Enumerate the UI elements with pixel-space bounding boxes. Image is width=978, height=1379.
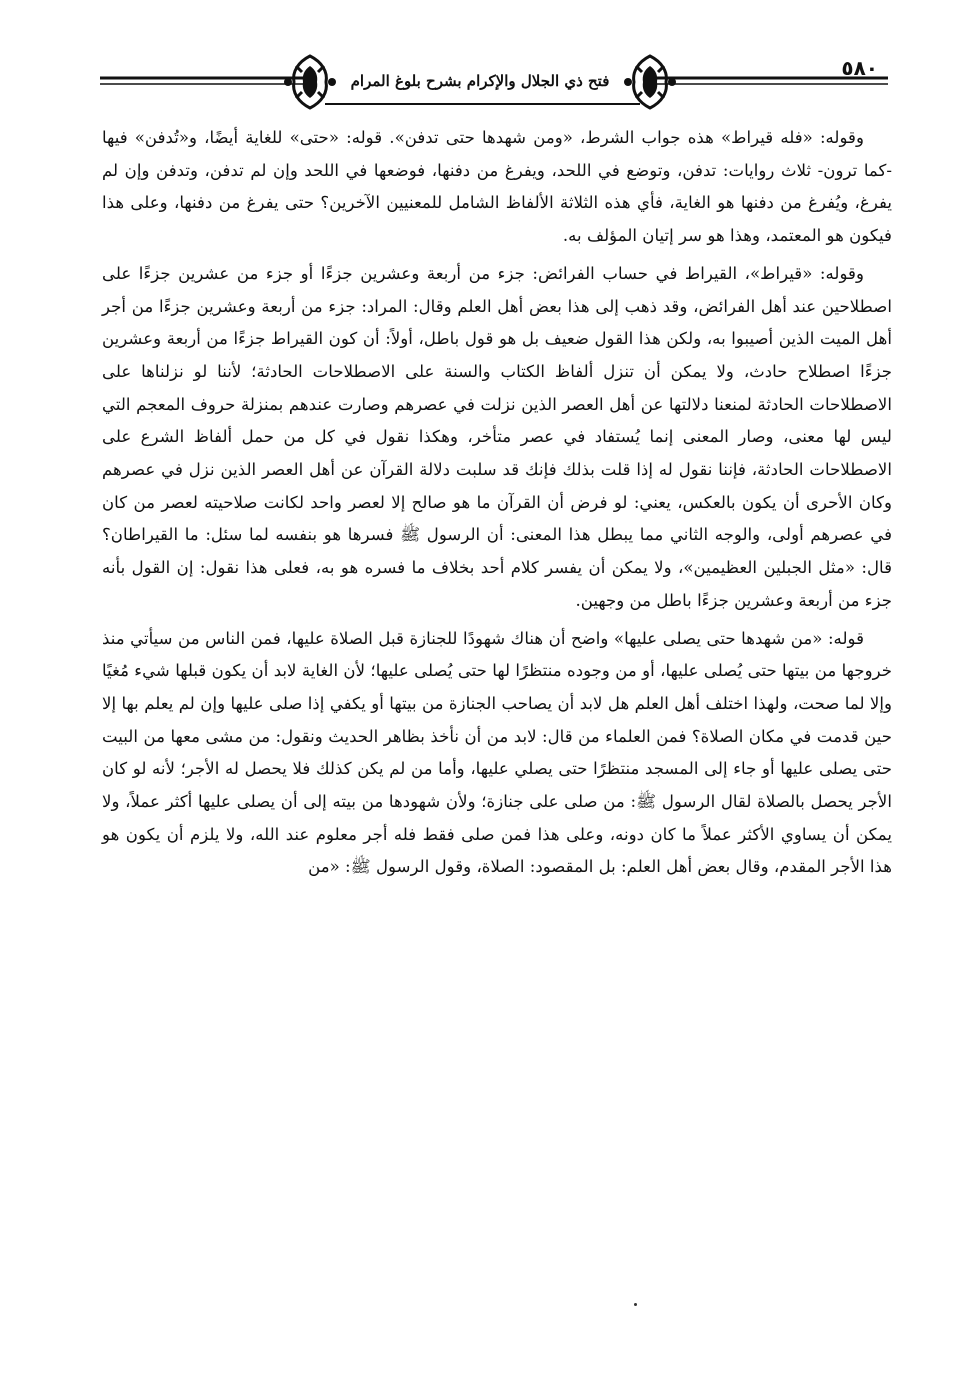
right-ornament-icon xyxy=(624,56,676,108)
page-header xyxy=(100,50,888,112)
ink-dot xyxy=(634,1303,637,1306)
paragraph: وقوله: «فله قيراط» هذه جواب الشرط، «ومن شهدها حتى تدفن». قوله: «حتى» للغاية أيضًا، و«تُدفن» فيها -كما ترون- ثلاث روايات: تدفن، وتوضع في اللحد، ويفرغ من دفنها، فوضعها في اللحد وإن لم تدفن، وتدفن وإن لم يفرغ، ويُفرغ من دفنها هو الغاية، فأي هذه الثلاثة الألفاظ الشامل للمعنيين الآخرين؟ حتى يفرغ من دفنها، وعلى هذا فيكون هو المعتمد، وهذا هو سر إتيان المؤلف به. xyxy=(102,128,892,246)
paragraph: قوله: «من شهدها حتى يصلى عليها» واضح أن هناك شهودًا للجنازة قبل الصلاة عليها، فمن الناس من سيأتي منذ خروجها من بيتها حتى يُصلى عليها، أو من وجوده منتظرًا لها حتى يُصلى عليها؛ لأن الغاية لابد أن يكون قبلها شيء مُغيًا وإلا لما صحت، ولهذا اختلف أهل العلم هل لابد أن يصاحب الجنازة من بيتها أو يكفي إذا صلى عليها وإن لم يعلم بها إلا حين قدمت في مكان الصلاة؟ فمن العلماء من قال: لابد من أن نأخذ بظاهر الحديث ونقول: من مشى معها من البيت حتى يصلى عليها أو جاء إلى المسجد منتظرًا حتى يصلي عليها، وأما من لم يكن كذلك فلا يحصل له الأجر؛ لأنه لو كان الأجر يحصل بالصلاة لقال الرسول ﷺ: من صلى على جنازة؛ ولأن شهودها من بيته إلى أن يصلى عليها أكثر عملاً، ولا يمكن أن يساوي الأكثر عملاً ما كان دونه، وعلى هذا فمن صلى فقط فله أجر معلوم عند الله، ولا يلزم أن يكون هو هذا الأجر المقدم، وقال بعض أهل العلم: بل المقصود: الصلاة، وقول الرسول ﷺ: «من xyxy=(102,628,892,877)
body-text xyxy=(102,122,892,889)
left-ornament-icon xyxy=(284,56,336,108)
page-number: ٥٨٠ xyxy=(841,56,878,80)
running-title: فتح ذي الجلال والإكرام بشرح بلوغ المرام xyxy=(350,72,610,90)
paragraph: وقوله: «قيراط»، القيراط في حساب الفرائض: جزء من أربعة وعشرين جزءًا أو جزء من عشرين جزءًا على اصطلاحين عند أهل الفرائض، وقد ذهب إلى هذا بعض أهل العلم وقال: المراد: جزء من أربعة وعشرين جزءًا من أجر أهل الميت الذين أصيبوا به، ولكن هذا القول ضعيف بل هو قول باطل، أولاً: أن كون القيراط جزءًا من أربعة وعشرين جزءًا اصطلاح حادث، ولا يمكن أن تنزل ألفاظ الكتاب والسنة على الاصطلاحات الحادثة؛ لأننا لو نزلناها على الاصطلاحات الحادثة لمنعنا دلالتها عن أهل العصر الذين نزلت في عصرهم وصارت عندهم بمنزلة حروف المعجم التي ليس لها معنى، وصار المعنى إنما يُستفاد في عصر متأخر، وهكذا نقول في كل من حمل ألفاظ الشرع على الاصطلاحات الحادثة، فإننا نقول له إذا قلت بذلك فإنك قد سلبت دلالة القرآن عن أهل العصر الذين نزل في عصرهم وكان الأحرى أن يكون بالعكس، يعني: لو فرض أن القرآن ما هو صالح إلا لعصر واحد لكانت صلاحيته لعصر من كان في عصرهم أولى، والوجه الثاني مما يبطل هذا المعنى: أن الرسول ﷺ فسرها هو بنفسه لما سئل: ما القيراطان؟ قال: «مثل الجبلين العظيمين»، ولا يمكن أن يفسر كلام أحد بخلاف ما فسره هو به، فعلى هذا نقول: إن القول بأنه جزء من أربعة وعشرين جزءًا باطل من وجهين. xyxy=(102,263,892,610)
